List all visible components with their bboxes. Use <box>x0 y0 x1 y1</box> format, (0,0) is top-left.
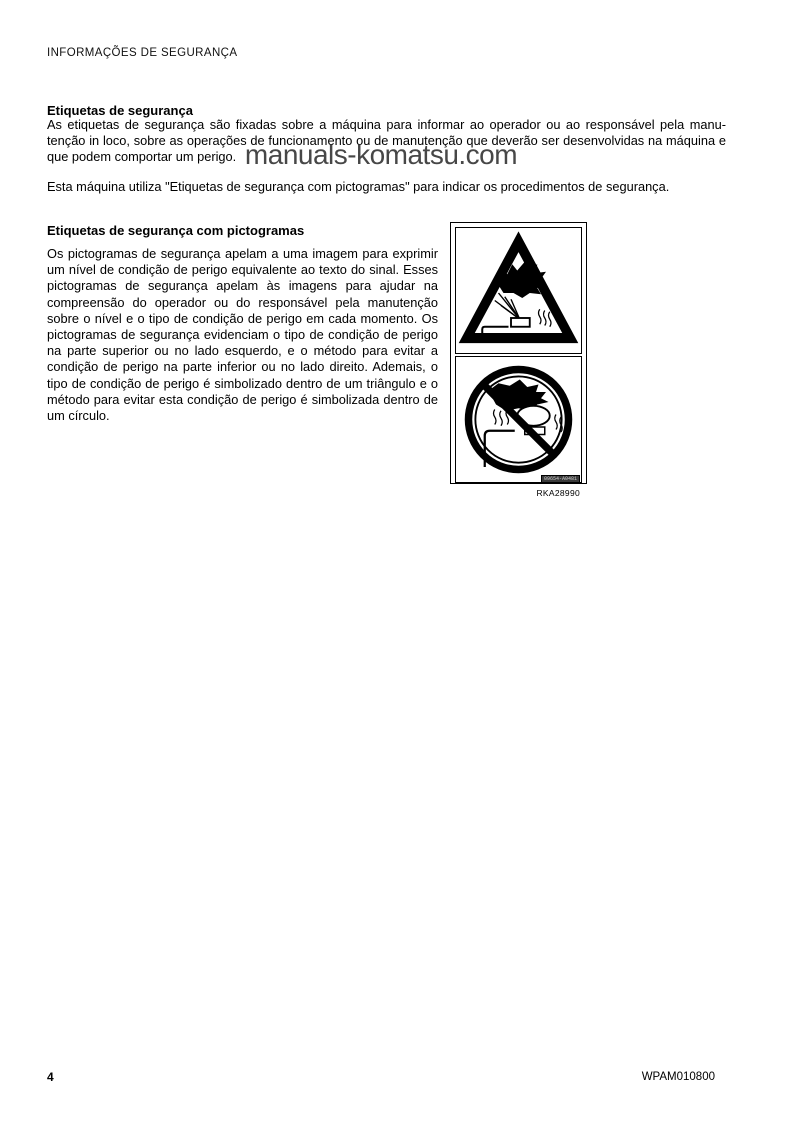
watermark-text: manuals-komatsu.com <box>244 139 518 170</box>
paragraph-etiquetas-intro: As etiquetas de segurança são fixadas sobre a máquina para informar ao operador ou ao responsável pela manutenção in loco, sobre as operações de funcionamento ou de manutenção que deverão ser desenvolvidas na máquina e que podem comportar um perigo. <box>47 117 726 164</box>
document-section-title: INFORMAÇÕES DE SEGURANÇA <box>47 47 238 59</box>
hot-fluid-spray-warning-triangle-icon <box>456 228 581 353</box>
figure-code: RKA28990 <box>536 488 580 498</box>
safety-label-inner-frame <box>455 227 582 482</box>
footer-page-number: 4 <box>47 1070 54 1084</box>
paragraph-pictogramas-descricao: Os pictogramas de segurança apelam a uma imagem para exprimir um nível de condição de perigo equivalente ao texto do sinal. Esses pictogramas de segurança apelam às imagens para ajudar na compreensão do operador ou do responsável pela manutenção sobre o nível e o tipo de condição de perigo em cada momento. Os pictogramas de segurança evidenciam o tipo de condição de perigo na parte superior ou no lado esquerdo, e o método para evitar a condição de perigo na parte inferior ou no lado direito. Ademais, o tipo de condição de perigo é simbolizado dentro de um triângulo e o método para evitar esta condição de perigo é simbolizada dentro de um círculo. <box>47 246 438 424</box>
paragraph-maquina-utiliza: Esta máquina utiliza "Etiquetas de segurança com pictogramas" para indicar os procedimentos de segurança. <box>47 179 670 194</box>
footer-doc-code: WPAM010800 <box>641 1071 715 1083</box>
safety-label-figure <box>450 222 587 484</box>
do-not-touch-hot-radiator-prohibition-icon <box>456 357 581 482</box>
warning-panel <box>455 227 582 354</box>
plate-code-strip: 09654-A0481 <box>541 475 580 483</box>
heading-etiquetas-pictogramas: Etiquetas de segurança com pictogramas <box>47 223 305 238</box>
prohibition-panel <box>455 356 582 483</box>
heading-etiquetas-de-seguranca: Etiquetas de segurança <box>47 103 193 118</box>
